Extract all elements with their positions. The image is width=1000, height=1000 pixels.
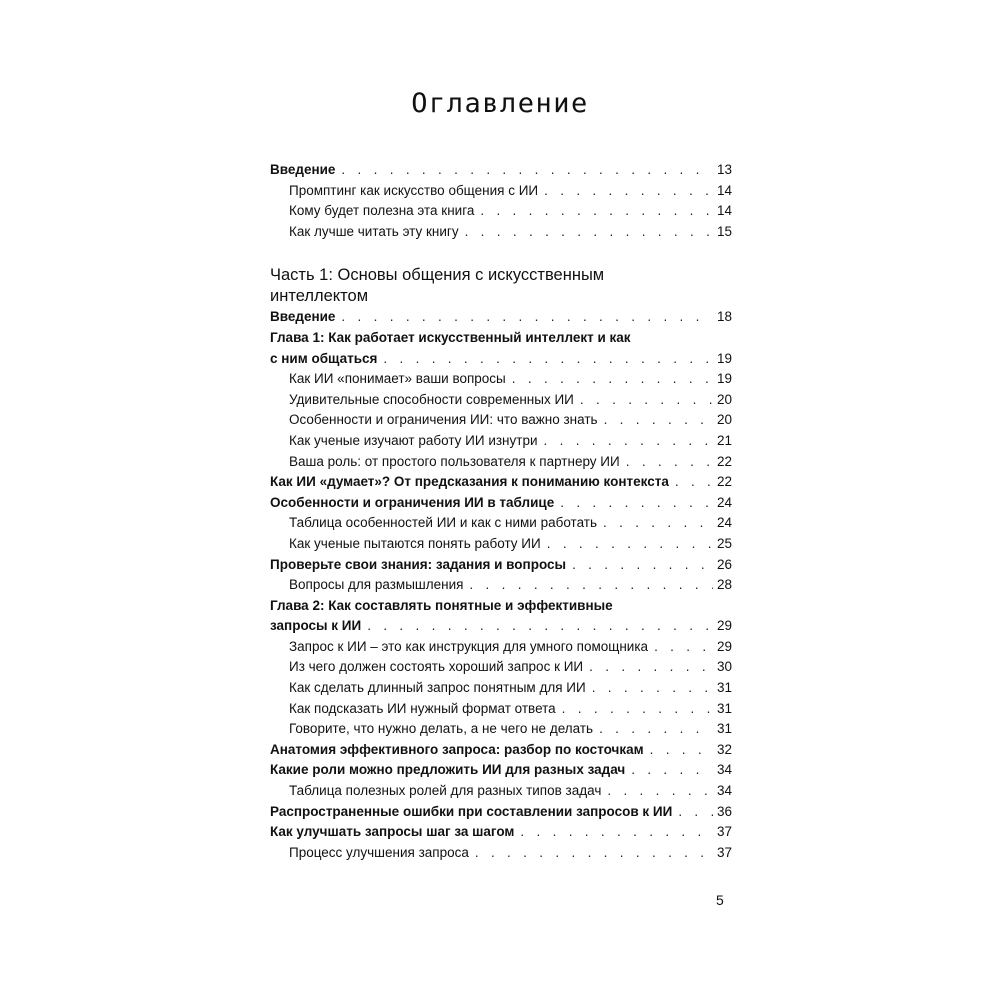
toc-entry-section[interactable] xyxy=(270,472,732,493)
dot-leader xyxy=(520,822,713,843)
dot-leader xyxy=(547,534,713,555)
toc-entry-page: 18 xyxy=(716,309,732,325)
toc-entry-title: Таблица полезных ролей для разных типов задач xyxy=(289,783,602,799)
toc-entry[interactable] xyxy=(270,369,732,390)
dot-leader xyxy=(678,802,713,823)
intro-block xyxy=(270,160,732,242)
toc-entry-title: Вопросы для размышления xyxy=(289,577,464,593)
dot-leader xyxy=(675,472,713,493)
dot-leader xyxy=(512,369,713,390)
toc-entry-title: Промптинг как искусство общения с ИИ xyxy=(289,182,539,198)
table-of-contents xyxy=(270,160,732,863)
toc-entry-title: Из чего должен состоять хороший запрос к ИИ xyxy=(289,659,584,675)
toc-entry-page: 20 xyxy=(716,412,732,428)
chapter1-title-line1[interactable]: Глава 1: Как работает искусственный интеллект и как xyxy=(270,329,631,345)
toc-entry[interactable] xyxy=(270,452,732,473)
toc-entry-section[interactable] xyxy=(270,740,732,761)
toc-entry-page: 24 xyxy=(716,494,732,510)
toc-entry[interactable] xyxy=(270,534,732,555)
toc-entry-page: 22 xyxy=(716,453,732,469)
dot-leader xyxy=(650,740,713,761)
toc-entry-page: 26 xyxy=(716,556,732,572)
toc-entry-title: Говорите, что нужно делать, а не чего не делать xyxy=(289,721,594,737)
dot-leader xyxy=(341,307,713,328)
dot-leader xyxy=(383,349,713,370)
toc-entry-page: 31 xyxy=(716,700,732,716)
toc-entry[interactable] xyxy=(270,637,732,658)
page-number: 5 xyxy=(716,892,724,908)
toc-entry-title: с ним общаться xyxy=(270,350,378,366)
dot-leader xyxy=(572,555,713,576)
toc-entry-page: 37 xyxy=(716,844,732,860)
chapter2-title-line1[interactable]: Глава 2: Как составлять понятные и эффективные xyxy=(270,597,613,613)
toc-entry-page: 14 xyxy=(716,203,732,219)
toc-entry-page: 19 xyxy=(716,371,732,387)
dot-leader xyxy=(599,719,713,740)
toc-entry-page: 34 xyxy=(716,762,732,778)
toc-entry-page: 25 xyxy=(716,535,732,551)
dot-leader xyxy=(480,201,713,222)
toc-entry-title: Как подсказать ИИ нужный формат ответа xyxy=(289,700,556,716)
toc-entry-page: 24 xyxy=(716,515,732,531)
dot-leader xyxy=(631,760,713,781)
toc-entry-title: запросы к ИИ xyxy=(270,618,362,634)
toc-entry-title: Удивительные способности современных ИИ xyxy=(289,391,574,407)
dot-leader xyxy=(465,222,713,243)
dot-leader xyxy=(562,699,713,720)
toc-entry-page: 30 xyxy=(716,659,732,675)
toc-entry-title: Как ИИ «думает»? От предсказания к пониманию контекста xyxy=(270,474,669,490)
toc-entry-page: 13 xyxy=(716,162,732,177)
toc-entry-section[interactable] xyxy=(270,760,732,781)
toc-entry-title: Как сделать длинный запрос понятным для ИИ xyxy=(289,680,586,696)
toc-entry[interactable] xyxy=(270,431,732,452)
toc-entry-title: Как ученые пытаются понять работу ИИ xyxy=(289,535,541,551)
toc-entry-page: 29 xyxy=(716,618,732,634)
toc-entry-page: 28 xyxy=(716,577,732,593)
toc-entry-page: 21 xyxy=(716,432,732,448)
toc-entry[interactable] xyxy=(270,410,732,431)
toc-entry-title: Особенности и ограничения ИИ: что важно знать xyxy=(289,412,598,428)
dot-leader xyxy=(654,637,713,658)
toc-entry-title: Таблица особенностей ИИ и как с ними работать xyxy=(289,515,597,531)
toc-entry[interactable] xyxy=(270,575,732,596)
toc-entry-page: 20 xyxy=(716,391,732,407)
toc-entry[interactable] xyxy=(270,843,732,864)
toc-entry-page: 37 xyxy=(716,824,732,840)
toc-entry-chapter2[interactable] xyxy=(270,616,732,637)
toc-entry-page: 32 xyxy=(716,741,732,757)
toc-entry-section[interactable] xyxy=(270,802,732,823)
toc-entry-page: 36 xyxy=(716,803,732,819)
toc-entry-title: Особенности и ограничения ИИ в таблице xyxy=(270,494,555,510)
toc-entry-page: 31 xyxy=(716,721,732,737)
toc-entry-title: Введение xyxy=(270,162,336,177)
part-heading xyxy=(270,265,732,307)
toc-entry-chapter1[interactable] xyxy=(270,349,732,370)
toc-entry[interactable] xyxy=(270,699,732,720)
toc-entry-title: Как лучше читать эту книгу xyxy=(289,223,459,239)
toc-entry-title: Как ученые изучают работу ИИ изнутри xyxy=(289,432,538,448)
toc-entry[interactable] xyxy=(270,678,732,699)
toc-entry-title: Распространенные ошибки при составлении запросов к ИИ xyxy=(270,803,673,819)
toc-entry[interactable] xyxy=(270,657,732,678)
toc-entry-title: Кому будет полезна эта книга xyxy=(289,203,475,219)
dot-leader xyxy=(367,616,713,637)
part-heading-line1: Часть 1: Основы общения с искусственным xyxy=(270,266,605,285)
toc-entry-page: 22 xyxy=(716,474,732,490)
toc-entry[interactable] xyxy=(270,222,732,243)
toc-entry-page: 14 xyxy=(716,182,732,198)
toc-entry-title: Запрос к ИИ – это как инструкция для умного помощника xyxy=(289,638,649,654)
toc-entry-section[interactable] xyxy=(270,493,732,514)
toc-entry-page: 19 xyxy=(716,350,732,366)
dot-leader xyxy=(469,575,713,596)
toc-entry-page: 29 xyxy=(716,638,732,654)
toc-entry-title: Проверьте свои знания: задания и вопросы xyxy=(270,556,567,572)
toc-entry-title: Какие роли можно предложить ИИ для разных задач xyxy=(270,762,626,778)
toc-entry-intro[interactable] xyxy=(270,160,732,181)
part1-block xyxy=(270,265,732,863)
toc-entry-title: Как ИИ «понимает» ваши вопросы xyxy=(289,371,506,387)
dot-leader xyxy=(580,390,713,411)
toc-entry[interactable] xyxy=(270,513,732,534)
toc-entry-title: Как улучшать запросы шаг за шагом xyxy=(270,824,515,840)
dot-leader xyxy=(603,513,713,534)
dot-leader xyxy=(544,181,713,202)
toc-entry-section[interactable] xyxy=(270,555,732,576)
toc-entry-page: 34 xyxy=(716,783,732,799)
toc-entry[interactable] xyxy=(270,201,732,222)
toc-entry[interactable] xyxy=(270,390,732,411)
toc-entry-page: 31 xyxy=(716,680,732,696)
dot-leader xyxy=(560,493,713,514)
toc-entry-title: Введение xyxy=(270,309,336,325)
toc-entry[interactable] xyxy=(270,719,732,740)
dot-leader xyxy=(475,843,713,864)
dot-leader xyxy=(604,410,713,431)
dot-leader xyxy=(607,781,713,802)
dot-leader xyxy=(544,431,713,452)
toc-entry-title: Ваша роль: от простого пользователя к партнеру ИИ xyxy=(289,453,620,469)
toc-entry[interactable] xyxy=(270,781,732,802)
toc-entry-title: Анатомия эффективного запроса: разбор по косточкам xyxy=(270,741,644,757)
dot-leader xyxy=(626,452,713,473)
dot-leader xyxy=(341,160,713,181)
toc-entry-title: Процесс улучшения запроса xyxy=(289,844,469,860)
toc-entry[interactable] xyxy=(270,181,732,202)
toc-entry-part1-intro[interactable] xyxy=(270,307,732,328)
part-heading-line2: интеллектом xyxy=(270,287,369,306)
toc-entry-section[interactable] xyxy=(270,822,732,843)
toc-entry-page: 15 xyxy=(716,223,732,239)
dot-leader xyxy=(589,657,713,678)
dot-leader xyxy=(592,678,713,699)
page-title: Оглавление xyxy=(411,88,589,119)
